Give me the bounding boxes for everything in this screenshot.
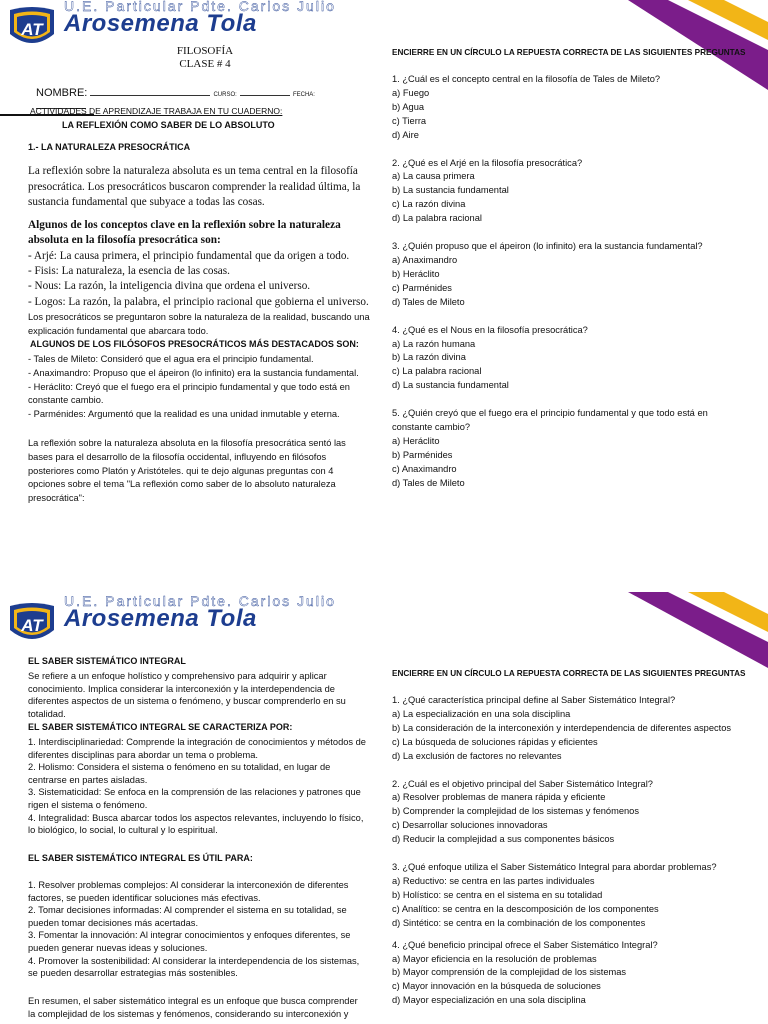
answer-option[interactable]: b) Mayor comprensión de la complejidad de los sistemas (392, 967, 627, 978)
answer-option[interactable]: d) Tales de Mileto (392, 296, 465, 307)
list-item: 3. Fomentar la innovación: Al integrar conocimientos y enfoques diferentes, se pueden generar nuevas ideas y soluciones. (28, 930, 351, 953)
svg-text:AT: AT (21, 20, 43, 39)
answer-option[interactable]: d) La sustancia fundamental (392, 380, 509, 391)
school-logo-icon (4, 600, 60, 650)
school-name-line2: Arosemena Tola (64, 10, 257, 37)
answer-option[interactable]: c) Analítico: se centra en la descomposición de los componentes (392, 903, 659, 914)
intro-paragraph: La reflexión sobre la naturaleza absoluta es un tema central en la filosofía presocrática. Los presocráticos buscaron comprender la realidad última, la sustancia fundamental que subyace a todas las cosas. (28, 165, 361, 208)
list-item: 2. Tomar decisiones informadas: Al comprender el sistema en su totalidad, se pueden tomar decisiones más acertadas. (28, 905, 347, 928)
questions-heading-2: ENCIERRE EN UN CÍRCULO LA REPUESTA CORRECTA DE LAS SIGUIENTES PREGUNTAS (392, 669, 746, 678)
questions-heading: ENCIERRE EN UN CÍRCULO LA REPUESTA CORRECTA DE LAS SIGUIENTES PREGUNTAS (392, 48, 746, 57)
curso-label: CURSO: (213, 92, 237, 98)
fecha-label: FECHA: (292, 92, 315, 98)
answer-option[interactable]: a) Heráclito (392, 435, 440, 446)
answer-option[interactable]: b) Heráclito (392, 268, 440, 279)
school-header-2 (4, 594, 424, 650)
answer-option[interactable]: c) Anaximandro (392, 463, 457, 474)
answer-option[interactable]: b) La consideración de la interconexión y interdependencia de diferentes aspectos (392, 722, 732, 733)
concepts-list (28, 249, 388, 310)
question-block (392, 157, 732, 227)
list-item: 3. Sistematicidad: Se enfoca en la comprensión de las relaciones y patrones que rigen el sistema o fenómeno. (28, 787, 361, 810)
question-text: 4. ¿Qué es el Nous en la filosofía presocrática? (392, 324, 588, 335)
answer-option[interactable]: a) La causa primera (392, 171, 475, 182)
characteristics-list (28, 736, 370, 837)
answer-option[interactable]: a) La especialización en una sola disciplina (392, 708, 571, 719)
question-block (392, 939, 764, 1009)
philosophers-list (28, 353, 370, 422)
list-item: - Arjé: La causa primera, el principio fundamental que da origen a todo. (28, 250, 350, 262)
list-item: - Logos: La razón, la palabra, el principio racional que gobierna el universo. (28, 295, 369, 308)
list-item: - Nous: La razón, la inteligencia divina que ordena el universo. (28, 280, 311, 293)
answer-option[interactable]: a) Mayor eficiencia en la resolución de problemas (392, 953, 597, 964)
question-block (392, 778, 764, 848)
answer-option[interactable]: c) Tierra (392, 115, 427, 126)
nombre-field[interactable] (90, 86, 210, 96)
school-logo-icon (4, 4, 60, 54)
answer-option[interactable]: a) Resolver problemas de manera rápida y eficiente (392, 792, 606, 803)
answer-option[interactable]: c) Desarrollar soluciones innovadoras (392, 820, 548, 831)
characteristics-heading: EL SABER SISTEMÁTICO INTEGRAL SE CARACTERIZA POR: (28, 722, 293, 732)
corner-ribbon-icon (628, 592, 768, 668)
question-text: 3. ¿Qué enfoque utiliza el Saber Sistemático Integral para abordar problemas? (392, 862, 717, 873)
paragraph-2: Los presocráticos se preguntaron sobre la naturaleza de la realidad, buscando una explicación fundamental que abarcara todo. (28, 312, 370, 336)
question-text: 5. ¿Quién creyó que el fuego era el principio fundamental y que todo está en constante cambio? (392, 408, 708, 433)
question-block (392, 73, 732, 143)
answer-option[interactable]: a) Reductivo: se centra en las partes individuales (392, 875, 595, 886)
question-block (392, 694, 764, 764)
list-item: 1. Interdisciplinariedad: Comprende la integración de conocimientos y métodos de diferentes disciplinas para abordar un tema o problema. (28, 737, 366, 760)
answer-option[interactable]: a) La razón humana (392, 338, 476, 349)
question-text: 1. ¿Qué característica principal define al Saber Sistemático Integral? (392, 695, 676, 705)
question-text: 4. ¿Qué beneficio principal ofrece el Saber Sistemático Integral? (392, 939, 658, 950)
topic-title: LA REFLEXIÓN COMO SABER DE LO ABSOLUTO (62, 120, 275, 130)
curso-field[interactable] (240, 86, 290, 96)
question-text: 2. ¿Qué es el Arjé en la filosofía presocrática? (392, 157, 583, 168)
section-heading: 1.- LA NATURALEZA PRESOCRÁTICA (28, 142, 191, 152)
question-text: 3. ¿Quién propuso que el ápeiron (lo infinito) era la sustancia fundamental? (392, 241, 703, 252)
answer-option[interactable]: b) Holístico: se centra en el sistema en su totalidad (392, 889, 603, 900)
answer-option[interactable]: d) Sintético: se centra en la combinación de los componentes (392, 917, 646, 928)
questions-list-2 (392, 694, 764, 1008)
answer-option[interactable]: b) Comprender la complejidad de los sistemas y fenómenos (392, 806, 640, 817)
list-item: 4. Promover la sostenibilidad: Al considerar la interdependencia de los sistemas, se pueden desarrollar estrategias más sostenibles. (28, 955, 360, 979)
answer-option[interactable]: c) La búsqueda de soluciones rápidas y eficientes (392, 736, 598, 747)
answer-option[interactable]: d) Mayor especialización en una sola disciplina (392, 995, 586, 1006)
question-text: 1. ¿Cuál es el concepto central en la filosofía de Tales de Mileto? (392, 74, 661, 84)
answer-option[interactable]: a) Anaximandro (392, 254, 458, 265)
class-number: CLASE # 4 (179, 58, 231, 70)
questions-list (392, 73, 732, 491)
philosophers-heading: ALGUNOS DE LOS FILÓSOFOS PRESOCRÁTICOS MÁS DESTACADOS SON: (30, 339, 359, 349)
uses-list (28, 879, 364, 980)
answer-option[interactable]: c) La palabra racional (392, 366, 482, 377)
answer-option[interactable]: d) Reducir la complejidad a sus componentes básicos (392, 834, 615, 845)
list-item: 4. Integralidad: Busca abarcar todos los aspectos relevantes, incluyendo lo físico, lo biológico, lo social, lo cultural y lo espiritual. (28, 812, 364, 836)
list-item: 2. Holismo: Considera el sistema o fenómeno en su totalidad, en lugar de centrarse en partes aisladas. (28, 762, 331, 785)
answer-option[interactable]: d) La exclusión de factores no relevantes (392, 750, 562, 761)
list-item: 1. Resolver problemas complejos: Al considerar la interconexión de diferentes factores, se pueden identificar soluciones más efectivas. (28, 880, 349, 903)
activities-line: ACTIVIDADES DE APRENDIZAJE TRABAJA EN TU CUADERNO: (30, 106, 283, 116)
school-name-line2: Arosemena Tola (64, 605, 257, 632)
list-item: - Parménides: Argumentó que la realidad es una unidad inmutable y eterna. (28, 409, 340, 420)
nombre-label: NOMBRE: (36, 87, 88, 99)
question-block (392, 861, 764, 931)
answer-option[interactable]: c) Mayor innovación en la búsqueda de soluciones (392, 981, 601, 992)
summary-paragraph: En resumen, el saber sistemático integral es un enfoque que busca comprender la complejidad de los sistemas y fenómenos, considerando su interconexión y (28, 996, 358, 1019)
answer-option[interactable]: b) La razón divina (392, 352, 466, 363)
list-item: - Fisis: La naturaleza, la esencia de las cosas. (28, 265, 230, 278)
school-name-line1: U.E. Particular Pdte. Carlos Julio (64, 0, 336, 14)
answer-option[interactable]: d) Aire (392, 129, 419, 140)
useful-heading: EL SABER SISTEMÁTICO INTEGRAL ES ÚTIL PARA: (28, 853, 253, 863)
answer-option[interactable]: b) Agua (392, 101, 425, 112)
question-block (392, 324, 732, 394)
answer-option[interactable]: a) Fuego (392, 87, 430, 98)
svg-text:AT: AT (21, 616, 43, 635)
question-text: 2. ¿Cuál es el objetivo principal del Saber Sistemático Integral? (392, 778, 653, 789)
question-block (392, 240, 732, 310)
answer-option[interactable]: b) Parménides (392, 449, 453, 460)
answer-option[interactable]: d) La palabra racional (392, 213, 482, 224)
subject-title: FILOSOFÍA (176, 45, 234, 57)
list-item: - Heráclito: Creyó que el fuego era el principio fundamental y que todo está en constante cambio. (28, 381, 350, 406)
answer-option[interactable]: b) La sustancia fundamental (392, 185, 509, 196)
list-item: - Tales de Mileto: Consideró que el agua era el principio fundamental. (28, 354, 314, 364)
list-item: - Anaximandro: Propuso que el ápeiron (lo infinito) era la sustancia fundamental. (28, 367, 359, 378)
closing-paragraph: La reflexión sobre la naturaleza absoluta en la filosofía presocrática sentó las bases para el desarrollo de la filosofía occidental, influyendo en filósofos posteriores como Platón y Aristóteles. qui te dejo algunas preguntas con 4 opciones sobre el tema "La reflexión como saber de lo absoluto naturaleza presocrática": (28, 438, 346, 504)
concepts-heading: Algunos de los conceptos clave en la reflexión sobre la naturaleza absoluta en la filosofía presocrática son: (28, 219, 341, 246)
school-name-line1: U.E. Particular Pdte. Carlos Julio (64, 593, 336, 609)
answer-option[interactable]: d) Tales de Mileto (392, 477, 465, 488)
page2-title: EL SABER SISTEMÁTICO INTEGRAL (28, 656, 186, 666)
answer-option[interactable]: c) Parménides (392, 282, 452, 293)
student-info-row (36, 86, 366, 100)
answer-option[interactable]: c) La razón divina (392, 199, 466, 210)
page2-intro: Se refiere a un enfoque holístico y comprehensivo para adquirir y aplicar conocimiento. Implica considerar la interconexión y la interdependencia de diferentes aspectos de un sistema o fenómeno, y buscar comprenderlo en su totalidad. (28, 671, 346, 719)
question-block (392, 407, 732, 490)
